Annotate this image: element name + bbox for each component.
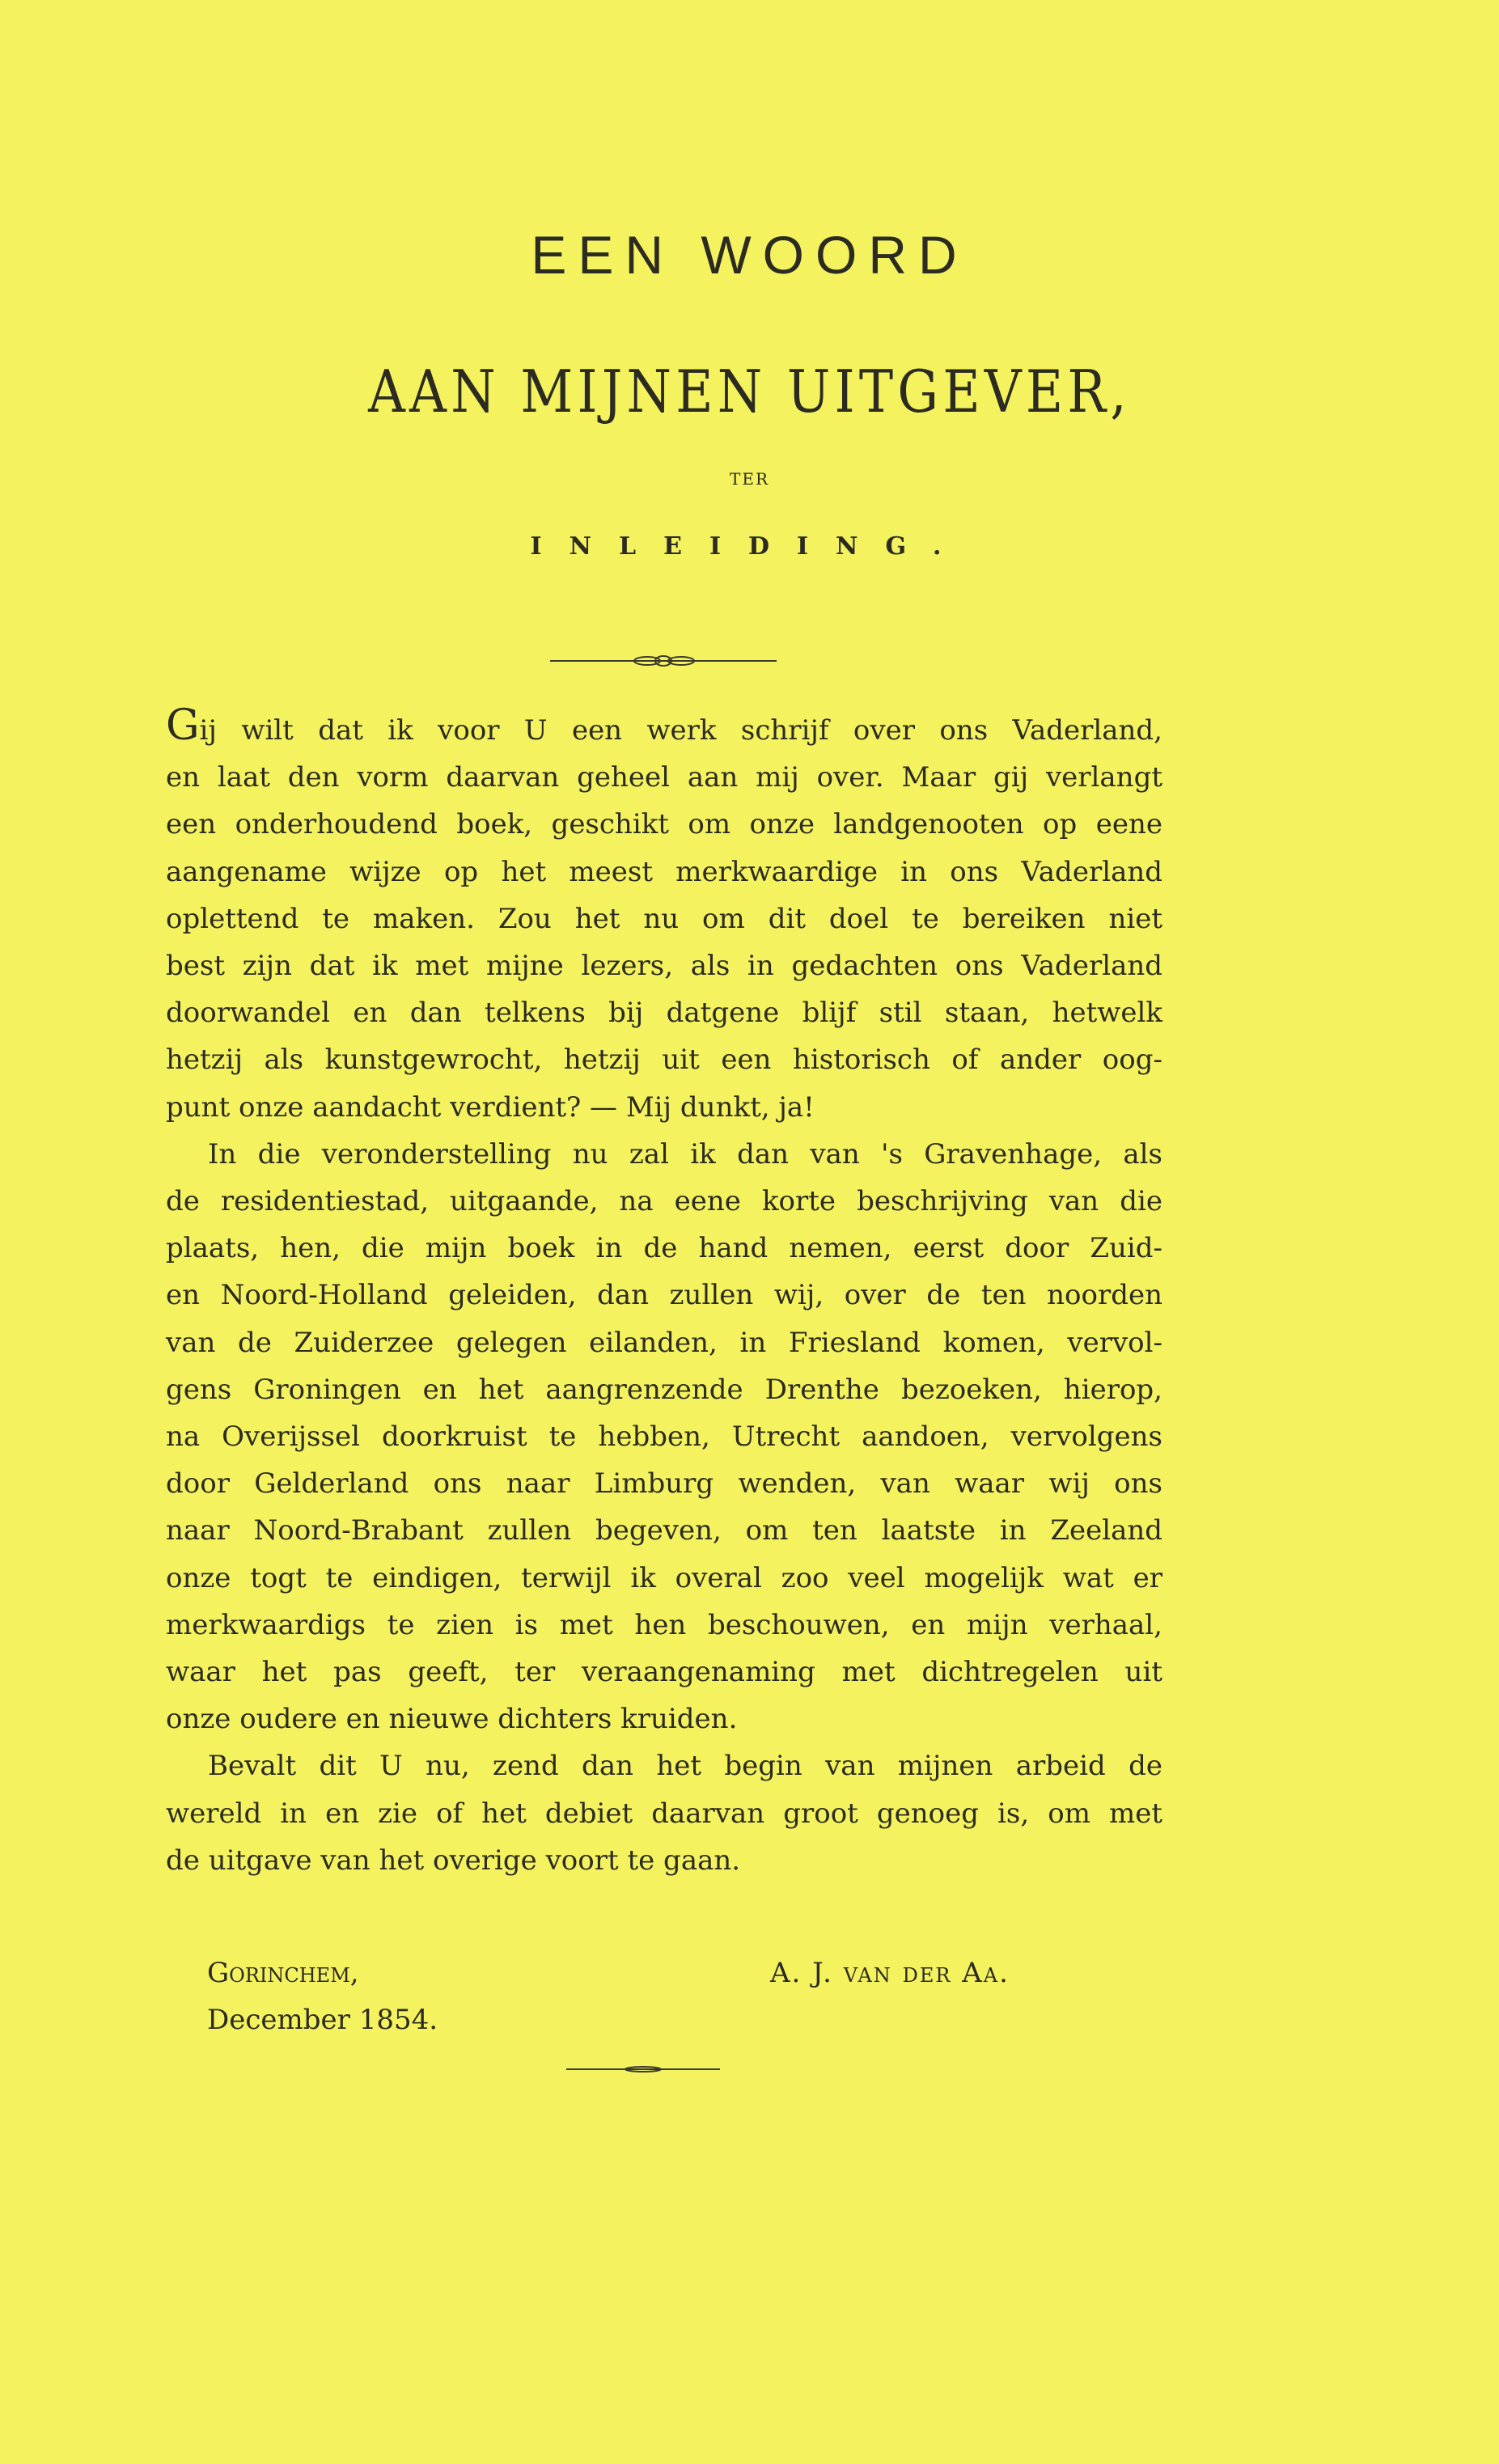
end-divider [566, 2064, 720, 2074]
dropcap: G [166, 701, 200, 750]
body-line: de uitgave van het overige voort te gaan. [166, 1844, 741, 1877]
subtitle-inleiding: INLEIDING. [530, 532, 969, 561]
signature-place-date [207, 1950, 438, 2043]
body-line: oplettend te maken. Zou het nu om dit doel te bereiken niet [166, 902, 1162, 935]
body-line: door Gelderland ons naar Limburg wenden, van waar wij ons [166, 1467, 1162, 1501]
body-line: best zijn dat ik met mijne lezers, als in gedachten ons Vaderland [166, 950, 1162, 983]
body-line: en laat den vorm daarvan geheel aan mij over. Maar gij verlangt [166, 761, 1162, 794]
body-line: wereld in en zie of het debiet daarvan groot genoeg is, om met [166, 1797, 1162, 1830]
body-line: waar het pas geeft, ter veraangenaming met dichtregelen uit [166, 1656, 1162, 1689]
body-text [166, 701, 1162, 1884]
body-line: de residentiestad, uitgaande, na eene korte beschrijving van die [166, 1185, 1162, 1218]
body-line: In die veronderstelling nu zal ik dan van 's Gravenhage, als [208, 1137, 1162, 1171]
body-line: onze togt te eindigen, terwijl ik overal zoo veel mogelijk wat er [166, 1561, 1162, 1594]
title-een-woord: EEN WOORD [531, 225, 968, 285]
signature-date: December 1854. [207, 2004, 438, 2036]
body-line: punt onze aandacht verdient? — Mij dunkt, ja! [166, 1090, 815, 1124]
body-line: merkwaardigs te zien is met hen beschouwen, en mijn verhaal, [166, 1608, 1162, 1641]
body-line: Gij wilt dat ik voor U een werk schrijf over ons Vaderland, [166, 701, 1162, 750]
body-line: aangename wijze op het meest merkwaardige in ons Vaderland [166, 855, 1162, 888]
signature-place: Gorinchem, [207, 1957, 359, 1989]
body-line: van de Zuiderzee gelegen eilanden, in Friesland komen, vervol- [166, 1326, 1162, 1359]
body-line: en Noord-Holland geleiden, dan zullen wij, over de ten noorden [166, 1279, 1162, 1312]
body-line: een onderhoudend boek, geschikt om onze landgenooten op eene [166, 808, 1162, 841]
body-line: onze oudere en nieuwe dichters kruiden. [166, 1703, 738, 1736]
body-line: Bevalt dit U nu, zend dan het begin van mijnen arbeid de [208, 1750, 1162, 1783]
subtitle-ter: TER [730, 469, 769, 489]
body-line: naar Noord-Brabant zullen begeven, om ten laatste in Zeeland [166, 1514, 1162, 1547]
body-line: plaats, hen, die mijn boek in de hand nemen, eerst door Zuid- [166, 1232, 1162, 1265]
body-line: doorwandel en dan telkens bij datgene blijf stil staan, hetwelk [166, 997, 1162, 1030]
body-line: na Overijssel doorkruist te hebben, Utrecht aandoen, vervolgens [166, 1420, 1162, 1454]
ornament-divider [550, 651, 777, 671]
signature-author: A. J. van der Aa. [770, 1957, 1010, 1989]
body-line: gens Groningen en het aangrenzende Drenthe bezoeken, hierop, [166, 1373, 1162, 1406]
body-line: hetzij als kunstgewrocht, hetzij uit een historisch of ander oog- [166, 1044, 1162, 1077]
title-aan-mijnen-uitgever: AAN MIJNEN UITGEVER, [368, 358, 1131, 425]
